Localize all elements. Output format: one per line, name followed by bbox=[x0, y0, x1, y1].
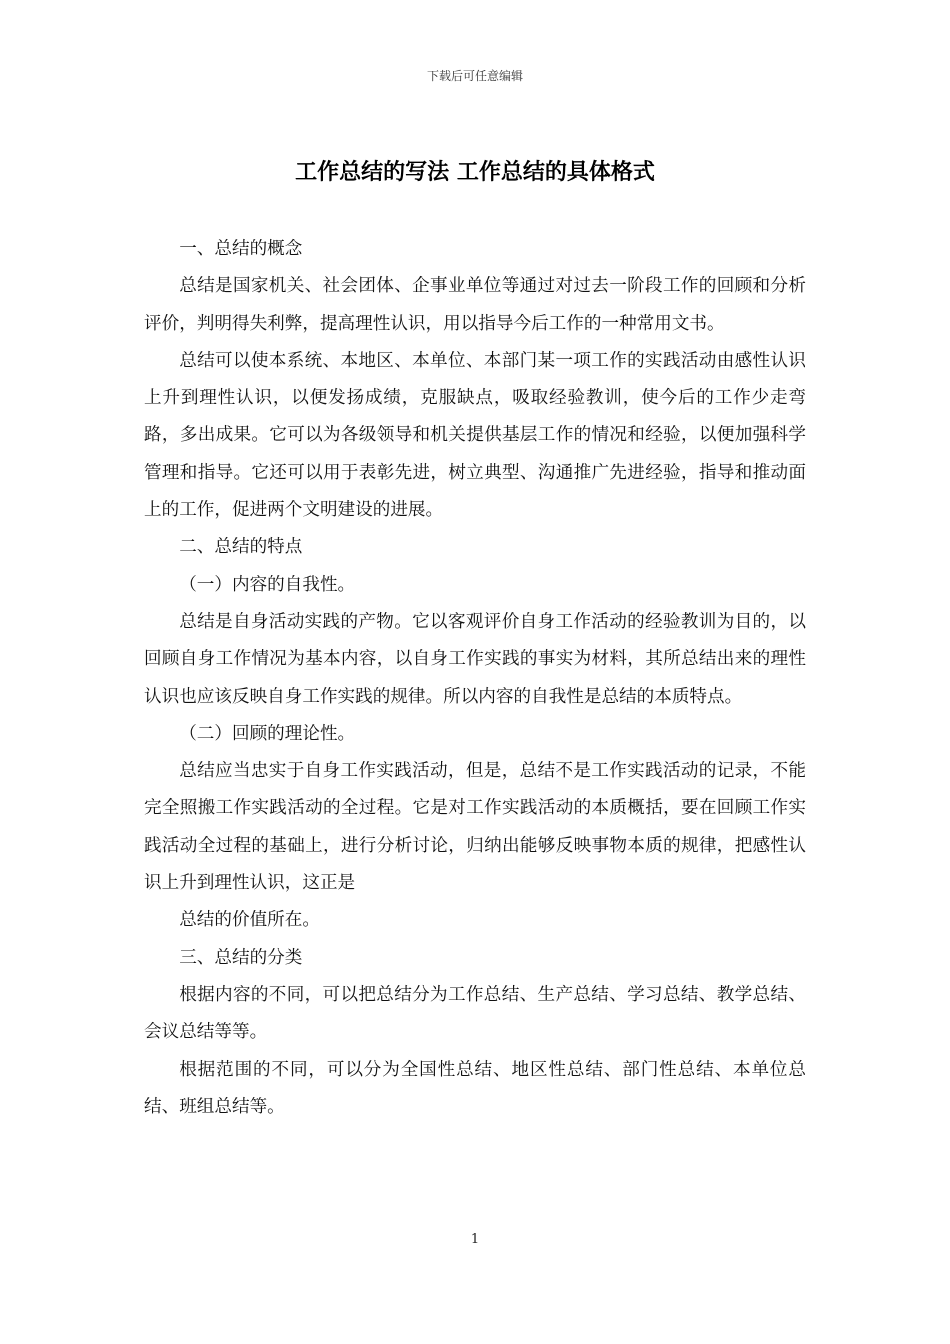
subheading-self-content: （一）内容的自我性。 bbox=[179, 574, 356, 595]
document-body bbox=[144, 231, 806, 1126]
paragraph: 根据内容的不同，可以把总结分为工作总结、生产总结、学习总结、教学总结、会议总结等等。 bbox=[144, 984, 806, 1043]
document-title: 工作总结的写法 工作总结的具体格式 bbox=[295, 160, 655, 185]
header-note: 下载后可任意编辑 bbox=[426, 69, 523, 83]
section-heading-concept: 一、总结的概念 bbox=[179, 239, 303, 259]
section-heading-classification: 三、总结的分类 bbox=[179, 947, 303, 968]
paragraph: 总结是自身活动实践的产物。它以客观评价自身工作活动的经验教训为目的，以回顾自身工作情况为基本内容，以自身工作实践的事实为材料，其所总结出来的理性认识也应该反映自身工作实践的规律。所以内容的自我性是总结的本质特点。 bbox=[144, 611, 806, 707]
paragraph: 总结是国家机关、社会团体、企事业单位等通过对过去一阶段工作的回顾和分析评价，判明得失利弊，提高理性认识，用以指导今后工作的一种常用文书。 bbox=[144, 276, 806, 334]
page-number: 1 bbox=[470, 1232, 480, 1247]
subheading-theoretical-review: （二）回顾的理论性。 bbox=[179, 723, 356, 744]
section-heading-features: 二、总结的特点 bbox=[179, 537, 303, 558]
paragraph: 总结可以使本系统、本地区、本单位、本部门某一项工作的实践活动由感性认识上升到理性认识，以便发扬成绩，克服缺点，吸取经验教训，使今后的工作少走弯路，多出成果。它可以为各级领导和机关提供基层工作的情况和经验，以便加强科学管理和指导。它还可以用于表彰先进，树立典型、沟通推广先进经验，指导和推动面上的工作，促进两个文明建设的进展。 bbox=[144, 350, 806, 521]
paragraph: 总结应当忠实于自身工作实践活动，但是，总结不是工作实践活动的记录，不能完全照搬工作实践活动的全过程。它是对工作实践活动的本质概括，要在回顾工作实践活动全过程的基础上，进行分析讨论，归纳出能够反映事物本质的规律，把感性认识上升到理性认识，这正是 bbox=[144, 761, 806, 894]
paragraph: 根据范围的不同，可以分为全国性总结、地区性总结、部门性总结、本单位总结、班组总结等。 bbox=[144, 1059, 806, 1117]
paragraph: 总结的价值所在。 bbox=[179, 910, 320, 931]
